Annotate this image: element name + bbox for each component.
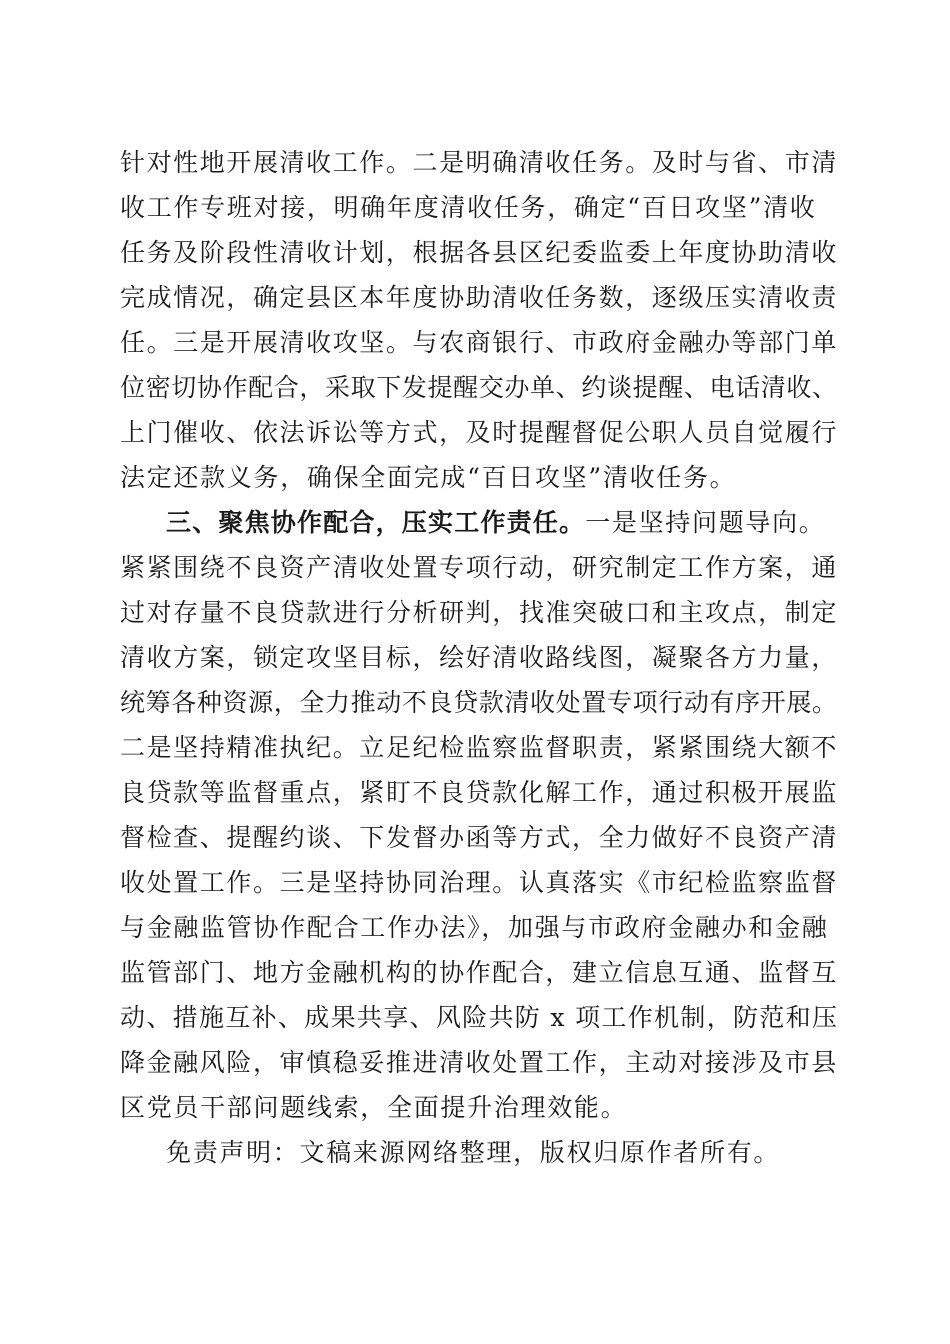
paragraph-line: 动、措施互补、成果共享、风险共防 x 项工作机制，防范和压 — [120, 1003, 839, 1032]
paragraph-line: 法定还款义务，确保全面完成“百日攻坚”清收任务。 — [120, 463, 737, 492]
paragraph-line: 二是坚持精准执纪。立足纪检监察监督职责，紧紧围绕大额不 — [120, 733, 838, 762]
paragraph-line: 监管部门、地方金融机构的协作配合，建立信息互通、监督互 — [120, 958, 838, 987]
paragraph-line: 紧紧围绕不良资产清收处置专项行动，研究制定工作方案，通 — [120, 553, 838, 582]
paragraph-line: 与金融监管协作配合工作办法》，加强与市政府金融办和金融 — [120, 913, 829, 942]
section-first-line-text: 一是坚持问题导向。 — [585, 508, 826, 537]
paragraph-line: 督检查、提醒约谈、下发督办函等方式，全力做好不良资产清 — [120, 823, 838, 852]
paragraph-line: 区党员干部问题线索，全面提升治理效能。 — [120, 1093, 628, 1122]
paragraph-line: 位密切协作配合，采取下发提醒交办单、约谈提醒、电话清收、 — [120, 373, 838, 402]
paragraph-line: 针对性地开展清收工作。二是明确清收任务。及时与省、市清 — [120, 148, 838, 177]
paragraph-line: 降金融风险，审慎稳妥推进清收处置工作，主动对接涉及市县 — [120, 1048, 838, 1077]
paragraph-line: 任务及阶段性清收计划，根据各县区纪委监委上年度协助清收 — [120, 238, 838, 267]
section-heading: 三、聚焦协作配合，压实工作责任。 — [166, 508, 586, 537]
paragraph-line: 过对存量不良贷款进行分析研判，找准突破口和主攻点，制定 — [120, 598, 838, 627]
paragraph-line: 清收方案，锁定攻坚目标，绘好清收路线图，凝聚各方力量， — [120, 643, 838, 672]
paragraph-line: 收处置工作。三是坚持协同治理。认真落实《市纪检监察监督 — [120, 868, 838, 897]
paragraph-line: 上门催收、依法诉讼等方式，及时提醒督促公职人员自觉履行 — [120, 418, 838, 447]
paragraph-line: 统筹各种资源，全力推动不良贷款清收处置专项行动有序开展。 — [120, 688, 838, 717]
paragraph-line: 良贷款等监督重点，紧盯不良贷款化解工作，通过积极开展监 — [120, 778, 838, 807]
section-heading-line — [166, 506, 826, 539]
disclaimer: 免责声明：文稿来源网络整理，版权归原作者所有。 — [166, 1138, 781, 1167]
paragraph-line: 收工作专班对接，明确年度清收任务，确定“百日攻坚”清收 — [120, 193, 817, 222]
paragraph-line: 任。三是开展清收攻坚。与农商银行、市政府金融办等部门单 — [120, 328, 838, 357]
paragraph-line: 完成情况，确定县区本年度协助清收任务数，逐级压实清收责 — [120, 283, 838, 312]
